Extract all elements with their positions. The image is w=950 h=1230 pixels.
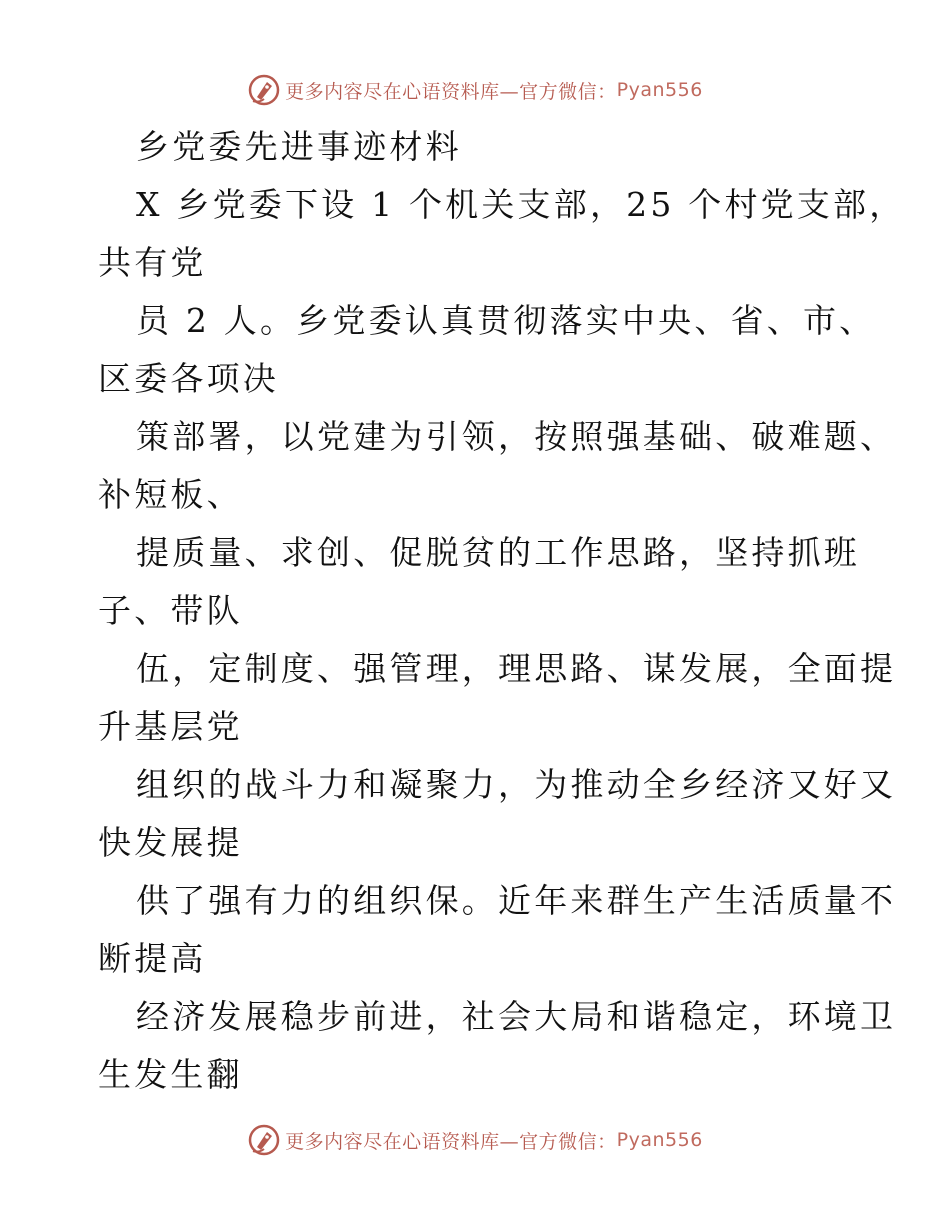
pen-nib-circle-icon — [247, 73, 281, 107]
text-line: 伍，定制度、强管理，理思路、谋发展，全面提 — [136, 649, 897, 688]
text-line: 员 2 人。乡党委认真贯彻落实中央、省、市、 — [136, 301, 876, 340]
text-line: 共有党 — [98, 243, 207, 282]
banner-handle: Pyan556 — [616, 79, 703, 101]
banner-handle: Pyan556 — [616, 1129, 703, 1151]
text-line: 区委各项决 — [98, 359, 279, 398]
text-line: 快发展提 — [98, 823, 243, 862]
text-line: 子、带队 — [98, 591, 243, 630]
text-line: 组织的战斗力和凝聚力，为推动全乡经济又好又 — [136, 765, 897, 804]
text-line: 经济发展稳步前进，社会大局和谐稳定，环境卫 — [136, 997, 897, 1036]
banner-text: 更多内容尽在心语资料库—官方微信： — [285, 80, 617, 103]
text-line: 升基层党 — [98, 707, 243, 746]
text-line: 断提高 — [98, 939, 207, 978]
text-line: 提质量、求创、促脱贫的工作思路，坚持抓班 — [136, 533, 860, 572]
text-line: 补短板、 — [98, 475, 243, 514]
pen-nib-circle-icon — [247, 1123, 281, 1157]
text-line: X 乡党委下设 1 个机关支部，25 个村党支部， — [136, 185, 906, 224]
text-line: 策部署，以党建为引领，按照强基础、破难题、 — [136, 417, 897, 456]
text-line: 供了强有力的组织保。近年来群生产生活质量不 — [136, 881, 897, 920]
header-watermark-banner — [0, 70, 950, 110]
text-line: 生发生翻 — [98, 1055, 243, 1094]
footer-watermark-banner — [0, 1120, 950, 1160]
document-title: 乡党委先进事迹材料 — [136, 127, 462, 166]
banner-text: 更多内容尽在心语资料库—官方微信： — [285, 1130, 617, 1153]
document-body — [98, 118, 906, 1104]
